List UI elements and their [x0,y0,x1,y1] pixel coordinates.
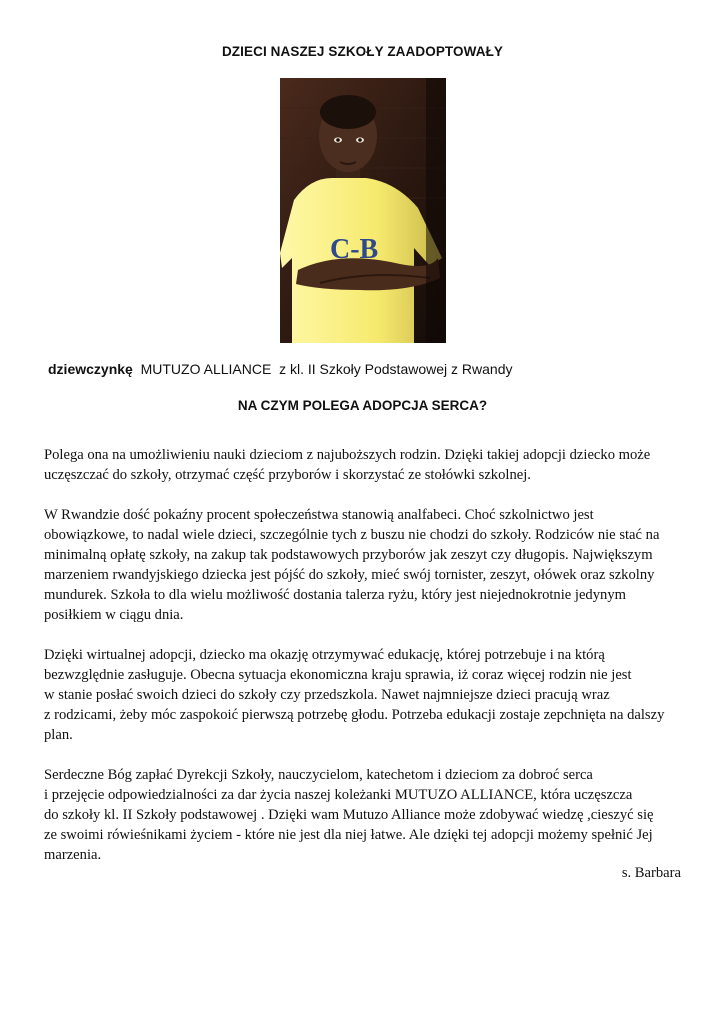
text-line: plan. [44,727,73,743]
text-line: bezwzględnie zasługuje. Obecna sytuacja ekonomiczna kraju sprawia, iż coraz więcej rodzin nie jest [44,667,632,683]
text-line: minimalną opłatę szkoły, na zakup tak podstawowych przyborów jak zeszyt czy długopis. Największym [44,547,653,563]
text-line: posiłkiem w ciągu dnia. [44,607,184,623]
text-line: Polega ona na umożliwieniu nauki dzieciom z najuboższych rodzin. Dzięki takiej adopcji dziecko może [44,447,651,463]
photo-caption [48,361,513,377]
section-heading: NA CZYM POLEGA ADOPCJA SERCA? [237,398,488,413]
paragraph [44,445,689,485]
signature: s. Barbara [621,865,681,881]
text-line: ze swoimi rówieśnikami życiem - które nie jest dla niej łatwe. Ale dzięki tej adopcji możemy spełnić Jej [44,827,653,843]
text-line: W Rwandzie dość pokaźny procent społeczeństwa stanowią analfabeci. Choć szkolnictwo jest [44,507,594,523]
caption-bold: dziewczynkę [48,361,133,377]
text-line: mundurek. Szkoła to dla wielu możliwość dostania talerza ryżu, który jest niejednokrotnie jedynym [44,587,626,603]
paragraph [44,645,689,745]
text-line: i przejęcie odpowiedzialności za dar życia naszej koleżanki MUTUZO ALLIANCE, która uczęszcza [44,787,633,803]
text-line: uczęszczać do szkoły, otrzymać część przyborów i skorzystać ze stołówki szkolnej. [44,467,531,483]
text-line: marzeniem rwandyjskiego dziecka jest pójść do szkoły, mieć swój tornister, zeszyt, ołówek oraz szkolny [44,567,655,583]
document-title: DZIECI NASZEJ SZKOŁY ZAADOPTOWAŁY [221,44,504,59]
shirt-print: C-B [330,234,379,265]
paragraph [44,505,689,625]
text-line: Serdeczne Bóg zapłać Dyrekcji Szkoły, nauczycielom, katechetom i dzieciom za dobroć serca [44,767,593,783]
text-line: marzenia. [44,847,102,863]
text-line: do szkoły kl. II Szkoły podstawowej . Dzięki wam Mutuzo Alliance może zdobywać wiedzę ,cieszyć się [44,807,654,823]
text-line: obowiązkowe, to nadal wiele dzieci, szczególnie tych z buszu nie chodzi do szkoły. Rodziców nie stać na [44,527,660,543]
text-line: w stanie posłać swoich dzieci do szkoły czy przedszkola. Nawet najmniejsze dzieci pracują wraz [44,687,610,703]
child-photo [280,78,446,343]
text-line: Dzięki wirtualnej adopcji, dziecko ma okazję otrzymywać edukację, której potrzebuje i na którą [44,647,605,663]
caption-text: MUTUZO ALLIANCE z kl. II Szkoły Podstawowej z Rwandy [132,361,513,377]
paragraph [44,765,689,865]
text-line: z rodzicami, żeby móc zaspokoić pierwszą potrzebę głodu. Potrzeba edukacji zostaje zepchnięta na dalszy [44,707,665,723]
article-body [44,445,689,885]
